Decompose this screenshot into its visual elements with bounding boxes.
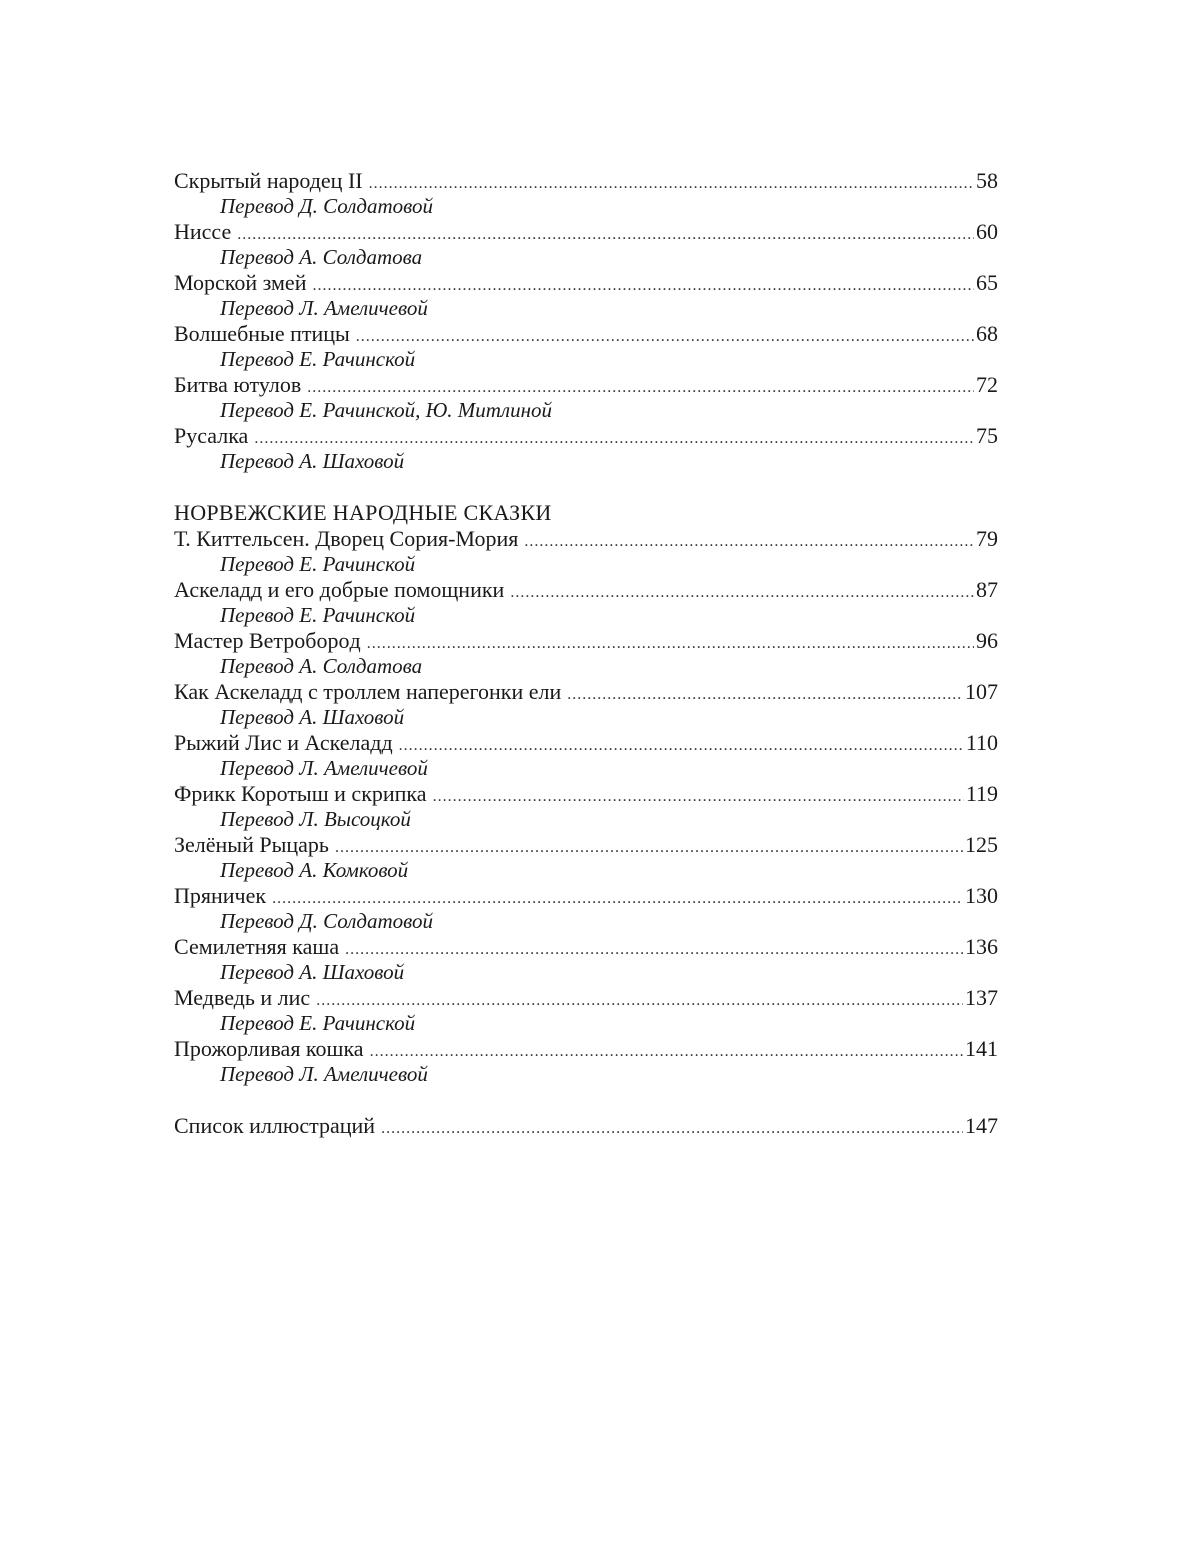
page-number: 110 xyxy=(965,730,998,755)
entry-title[interactable]: Ниссе xyxy=(174,219,232,244)
toc-entry[interactable] xyxy=(174,526,998,577)
section-heading: НОРВЕЖСКИЕ НАРОДНЫЕ СКАЗКИ xyxy=(174,500,552,525)
entry-title[interactable]: Мастер Ветроборoд xyxy=(174,628,361,653)
toc-entry[interactable] xyxy=(174,1036,998,1087)
page-number: 119 xyxy=(965,781,998,806)
dot-leader xyxy=(381,1116,963,1142)
toc-entry[interactable] xyxy=(174,934,998,985)
translator-credit: Перевод А. Солдатова xyxy=(220,245,423,269)
page-number: 136 xyxy=(965,934,998,959)
toc-entry[interactable] xyxy=(174,883,998,934)
dot-leader xyxy=(369,171,974,197)
dot-leader xyxy=(367,631,974,657)
toc-entry[interactable] xyxy=(174,219,998,270)
toc-entry[interactable] xyxy=(174,321,998,372)
toc-entry[interactable] xyxy=(174,985,998,1036)
toc-entry[interactable] xyxy=(174,270,998,321)
entry-title[interactable]: Как Аскеладд с троллем наперегонки ели xyxy=(174,679,562,704)
translator-credit: Перевод Е. Рачинской xyxy=(220,552,416,576)
toc-entry[interactable] xyxy=(174,781,998,832)
toc-entry[interactable] xyxy=(174,832,998,883)
dot-leader xyxy=(345,937,963,963)
translator-credit: Перевод Е. Рачинской xyxy=(220,347,416,371)
toc-entry[interactable] xyxy=(174,628,998,679)
dot-leader xyxy=(370,1039,963,1065)
entry-title[interactable]: Рыжий Лис и Аскеладд xyxy=(174,730,393,755)
dot-leader xyxy=(433,784,964,810)
entry-title[interactable]: Русалка xyxy=(174,423,249,448)
entry-title[interactable]: Пряничек xyxy=(174,883,267,908)
page-number: 125 xyxy=(965,832,998,857)
dot-leader xyxy=(510,580,974,606)
toc-entry-illustrations[interactable] xyxy=(174,1113,998,1139)
page-number: 141 xyxy=(965,1036,998,1061)
entry-title[interactable]: Медведь и лис xyxy=(174,985,311,1010)
entry-title[interactable]: Семилетняя каша xyxy=(174,934,340,959)
dot-leader xyxy=(567,682,963,708)
page-number: 137 xyxy=(965,985,998,1010)
entry-title[interactable]: Битва ютулов xyxy=(174,372,302,397)
page-number: 60 xyxy=(976,219,998,244)
entry-title[interactable]: Морской змей xyxy=(174,270,307,295)
translator-credit: Перевод Л. Амеличевой xyxy=(220,1062,428,1086)
entry-title[interactable]: Аскеладд и его добрые помощники xyxy=(174,577,505,602)
entry-title[interactable]: Прожорливая кошка xyxy=(174,1036,364,1061)
page-number: 58 xyxy=(976,168,998,193)
entry-title[interactable]: Скрытый народец II xyxy=(174,168,363,193)
page-number: 96 xyxy=(976,628,998,653)
page-number: 72 xyxy=(976,372,998,397)
dot-leader xyxy=(524,529,974,555)
translator-credit: Перевод А. Шаховой xyxy=(220,960,405,984)
translator-credit: Перевод А. Комковой xyxy=(220,858,409,882)
section-spacer xyxy=(174,474,998,499)
entry-title[interactable]: Фрикк Коротыш и скрипка xyxy=(174,781,427,806)
page-number: 87 xyxy=(976,577,998,602)
page-number: 75 xyxy=(976,423,998,448)
page-number: 147 xyxy=(965,1113,998,1138)
page-number: 65 xyxy=(976,270,998,295)
translator-credit: Перевод Е. Рачинской xyxy=(220,1011,416,1035)
page-number: 130 xyxy=(965,883,998,908)
toc-entry[interactable] xyxy=(174,577,998,628)
dot-leader xyxy=(356,324,974,350)
toc-entry[interactable] xyxy=(174,168,998,219)
entry-title[interactable]: Т. Киттельсен. Дворец Сория-Мория xyxy=(174,526,519,551)
toc-entry[interactable] xyxy=(174,730,998,781)
translator-credit: Перевод Д. Солдатовой xyxy=(220,194,434,218)
dot-leader xyxy=(399,733,964,759)
page-number: 79 xyxy=(976,526,998,551)
toc-entry[interactable] xyxy=(174,423,998,474)
page-number: 68 xyxy=(976,321,998,346)
page-number: 107 xyxy=(965,679,998,704)
translator-credit: Перевод А. Шаховой xyxy=(220,449,405,473)
translator-credit: Перевод Е. Рачинской, Ю. Митлиной xyxy=(220,398,553,422)
translator-credit: Перевод Л. Амеличевой xyxy=(220,296,428,320)
toc-entry[interactable] xyxy=(174,679,998,730)
table-of-contents xyxy=(174,168,998,1139)
toc-entry[interactable] xyxy=(174,372,998,423)
entry-title[interactable]: Список иллюстраций xyxy=(174,1113,376,1138)
translator-credit: Перевод Е. Рачинской xyxy=(220,603,416,627)
translator-credit: Перевод Л. Высоцкой xyxy=(220,807,411,831)
translator-credit: Перевод А. Солдатова xyxy=(220,654,423,678)
dot-leader xyxy=(335,835,963,861)
translator-credit: Перевод А. Шаховой xyxy=(220,705,405,729)
section-spacer xyxy=(174,1087,998,1113)
entry-title[interactable]: Волшебные птицы xyxy=(174,321,350,346)
translator-credit: Перевод Д. Солдатовой xyxy=(220,909,434,933)
entry-title[interactable]: Зелёный Рыцарь xyxy=(174,832,329,857)
translator-credit: Перевод Л. Амеличевой xyxy=(220,756,428,780)
